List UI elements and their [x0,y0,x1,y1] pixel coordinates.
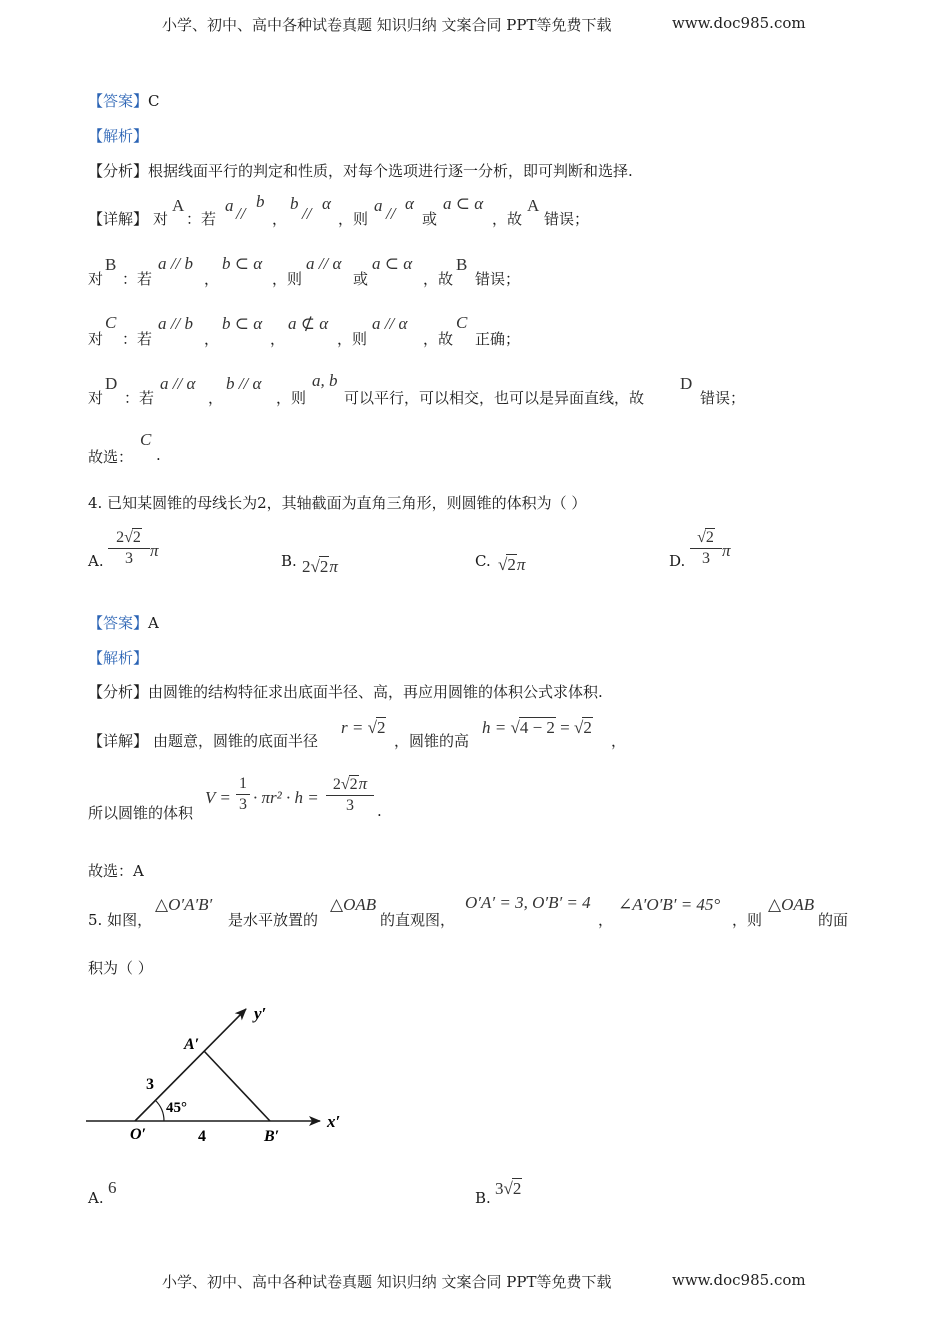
q3-lineA-result: 错误； [544,210,590,228]
side-ab [204,1051,270,1121]
q4-detail1-r: r = √2 [341,718,386,737]
q3-lineB-rel3: a // α [306,254,342,273]
q3-lineD-rel2: b // α [226,374,262,393]
answer-tag: 【答案】 [88,614,149,632]
q3-lineA-par2: // [302,204,312,223]
q3-answer-line [88,90,160,111]
q3-lineA-par1: // [236,204,246,223]
q3-lineC-opt2: C [456,313,468,332]
answer-tag: 【答案】 [88,92,149,110]
q3-lineC-comma2: ， [270,330,286,348]
q5-p4: 的面 [818,911,849,929]
frac-num: 1 [239,775,247,792]
q3-lineB-opt: B [105,255,117,274]
radicand: 2 [507,555,516,574]
q3-lineB-rel2: b ⊂ α [222,254,263,273]
q3-lineA-par3: // [386,204,396,223]
footer-text: 小学、初中、高中各种试卷真题 知识归纳 文案合同 PPT等免费下载 [162,1273,612,1291]
q3-lineD-p3: ，则 [276,389,307,407]
q3-lineD-rel3: a, b [312,371,338,390]
q3-lineD-rel1: a // α [160,374,196,393]
q3-lineD-text: 可以平行，可以相交，也可以是异面直线，故 [344,389,645,407]
q3-xiangjie-tag: 【详解】 [88,210,149,228]
radicand: 2 [319,557,329,576]
q4-detail2-p1: 所以圆锥的体积 [88,804,194,822]
q5-cond2: ∠A′O′B′ = 45° [618,895,721,914]
header-text: 小学、初中、高中各种试卷真题 知识归纳 文案合同 PPT等免费下载 [162,16,612,34]
coef: 2 [302,557,311,576]
q3-lineA-p1: 对 [153,210,169,228]
frac-den: 3 [346,797,354,814]
q3-lineD-comma: ， [208,389,224,407]
length-ob-label: 4 [198,1128,206,1145]
q3-lineC-comma: ， [204,330,220,348]
q4-detail2-vlhs: V = [205,788,231,807]
q5-num: 5. 如图， [88,911,153,929]
q5-p3: ，则 [732,911,763,929]
q4-detail1-p2: ，圆锥的高 [394,732,470,750]
q3-conclusion-p2: . [156,446,161,464]
q3-lineB-or: 或 [353,270,369,288]
frac-pi: π [358,774,368,793]
q4-option-a-pi: π [150,541,159,560]
q3-lineC-opt: C [105,313,117,332]
q4-option-b-value: 2√2π [302,557,338,576]
answer-value: A [148,614,159,632]
q4-option-d-label[interactable]: D. [669,552,686,570]
q4-detail1-p1: 由题意，圆锥的底面半径 [153,732,319,750]
q3-lineD-p1: 对 [88,389,104,407]
frac-radicand: 2 [705,529,714,546]
q4-answer-line [88,612,159,633]
q4-option-b-label[interactable]: B. [281,552,297,570]
q3-lineA-p3: ，则 [338,210,369,228]
q4-option-d-pi: π [722,541,731,560]
q3-conclusion-opt: C [140,430,152,449]
q5-comma: ， [598,911,614,929]
point-b-label: B′ [264,1128,280,1145]
q3-lineA-p2: ：若 [186,210,217,228]
q3-fenxi-line [88,160,633,181]
q5-p2: 的直观图， [380,911,456,929]
q3-lineC-result: 正确； [475,330,521,348]
radicand: 2 [512,1179,522,1198]
q3-lineA-comma1: ， [272,210,288,228]
q3-lineC-p3: ，则 [337,330,368,348]
q5-line2: 积为（ ） [88,959,153,977]
q3-lineB-rel4: a ⊂ α [372,254,413,273]
q4-detail2-mid: · πr² · h = [253,788,319,807]
q4-option-a-label[interactable]: A. [88,552,104,570]
q4-fenxi-line [88,681,603,702]
q3-conclusion-p1: 故选： [88,448,134,466]
q4-question: 4. 已知某圆锥的母线长为2，其轴截面为直角三角形，则圆锥的体积为（ ） [88,494,587,512]
y-axis [135,1009,246,1121]
q4-analysis-tag: 【解析】 [88,649,149,667]
r-lhs: r = [341,718,364,737]
q5-figure [80,995,370,1155]
q3-lineC-rel3: a ⊄ α [288,314,329,333]
q4-detail2-p2: . [377,802,382,820]
q4-option-a-fraction: 2√2 3 [108,528,150,568]
q5-option-b-value: 3√2 [495,1179,522,1198]
q3-lineA-opt: A [172,196,185,215]
q5-option-a-label[interactable]: A. [88,1189,104,1207]
y-axis-label: y′ [254,1004,267,1023]
q5-tri1: △O′A′B′ [155,895,213,914]
q5-tri3: △OAB [768,895,815,914]
length-oa-label: 3 [146,1076,154,1093]
q3-analysis-tag: 【解析】 [88,127,149,145]
h-lhs: h = [482,718,507,737]
frac-radicand: 2 [349,776,358,793]
q3-lineC-p2: ：若 [122,330,153,348]
angle-label: 45° [166,1100,187,1116]
frac-coef: 2 [332,776,341,793]
q3-lineC-p4: ，故 [423,330,454,348]
q4-xiangjie-tag: 【详解】 [88,732,149,750]
pi: π [516,555,526,574]
q3-lineD-result: 错误； [700,389,746,407]
q4-detail2-frac2: 2√2π 3 [326,775,374,815]
r-radicand: 2 [376,718,386,737]
frac-den: 3 [702,550,710,567]
header-site[interactable]: www.doc985.com [672,14,806,32]
frac-den: 3 [125,550,133,567]
q3-lineB-opt2: B [456,255,468,274]
q3-lineA-sub: a ⊂ α [443,194,484,213]
angle-arc [155,1100,164,1121]
q3-lineA-p4: ，故 [492,210,523,228]
q4-detail1-p3: ， [611,732,627,750]
q5-option-a-value: 6 [108,1178,117,1197]
q3-lineB-p2: ：若 [122,270,153,288]
q3-lineD-p2: ：若 [124,389,155,407]
point-o-label: O′ [130,1126,147,1143]
q4-option-c-value: √2π [498,555,526,574]
q4-detail1-h: h = √4 − 2 = √2 [482,718,592,737]
q4-detail2-frac1 [236,775,250,814]
q3-lineC-rel1: a // b [158,314,193,333]
footer-site[interactable]: www.doc985.com [672,1271,806,1289]
q3-lineA-alpha2: α [405,194,414,213]
q4-conclusion: 故选：A [88,862,144,880]
q3-lineB-p3: ，则 [272,270,303,288]
q5-p1: 是水平放置的 [228,911,319,929]
h-radicand2: 2 [583,718,592,737]
q3-lineA-a2: a [374,196,383,215]
fenxi-tag: 【分析】 [88,162,149,180]
q4-option-c-label[interactable]: C. [475,552,491,570]
q4-option-d-fraction: √2 3 [690,528,722,568]
q3-lineA-b2: b [290,194,299,213]
q5-tri2: △OAB [330,895,377,914]
q3-lineA-a: a [225,196,234,215]
point-a-label: A′ [184,1036,200,1053]
q3-lineB-comma: ， [204,270,220,288]
fenxi-text: 根据线面平行的判定和性质，对每个选项进行逐一分析，即可判断和选择. [148,162,633,180]
q3-lineC-p1: 对 [88,330,104,348]
q3-lineA-b: b [256,192,265,211]
x-axis-label: x′ [327,1112,341,1131]
q3-lineB-p4: ，故 [423,270,454,288]
q5-option-b-label[interactable]: B. [475,1189,491,1207]
q5-cond1: O′A′ = 3, O′B′ = 4 [465,893,591,912]
h-eq: = [560,718,570,737]
q3-lineA-alpha: α [322,194,331,213]
q3-lineD-opt2: D [680,374,693,393]
q3-lineA-opt2: A [527,196,540,215]
h-radicand: 4 − 2 [519,718,555,737]
q3-lineC-rel4: a // α [372,314,408,333]
q3-lineA-or: 或 [422,210,438,228]
q3-lineC-rel2: b ⊂ α [222,314,263,333]
fenxi-text: 由圆锥的结构特征求出底面半径、高，再应用圆锥的体积公式求体积. [148,683,603,701]
answer-value: C [148,92,160,110]
frac-den: 3 [239,796,247,813]
frac-radicand: 2 [132,529,141,546]
q3-lineB-rel1: a // b [158,254,193,273]
q3-lineD-opt: D [105,374,118,393]
pi: π [329,557,338,576]
q3-lineB-result: 错误； [475,270,521,288]
frac-coef: 2 [116,529,125,546]
q3-lineB-p1: 对 [88,270,104,288]
fenxi-tag: 【分析】 [88,683,149,701]
coef: 3 [495,1179,504,1198]
